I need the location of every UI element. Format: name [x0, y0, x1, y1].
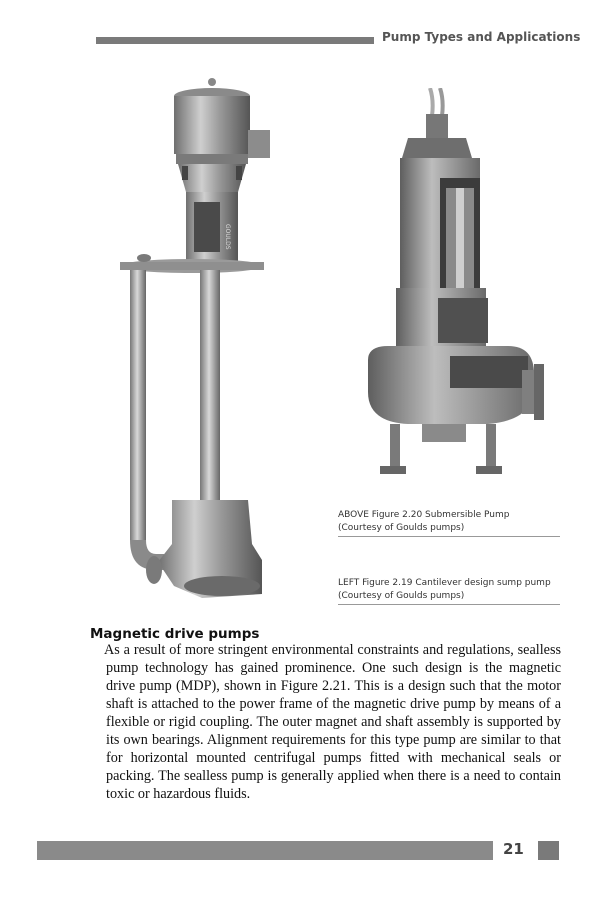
figure-2-20-caption	[338, 509, 560, 537]
figure-2-20-caption-credit: (Courtesy of Goulds pumps)	[338, 523, 465, 533]
figure-2-19-caption-title: LEFT Figure 2.19 Cantilever design sump pump	[338, 578, 551, 588]
submersible-pump-cutaway-illustration	[338, 88, 553, 483]
cantilever-sump-pump-illustration	[112, 74, 272, 604]
figure-2-19-caption-credit: (Courtesy of Goulds pumps)	[338, 591, 465, 601]
footer-rule	[37, 841, 493, 860]
figure-2-20-caption-title: ABOVE Figure 2.20 Submersible Pump	[338, 510, 510, 520]
page-number: 21	[503, 840, 524, 858]
goulds-brand-text: GOULDS	[224, 224, 231, 250]
running-header-title: Pump Types and Applications	[382, 30, 581, 44]
body-paragraph: As a result of more stringent environmental constraints and regulations, sealless pump technology has gained prominence. One such design is the magnetic drive pump (MDP), shown in Figure 2.21. This is a design such that the motor shaft is attached to the power frame of the magnetic drive pump by means of a flexible or rigid coupling. The outer magnet and shaft assembly is supported by its own bearings. Alignment requirements for this type pump are similar to that for horizontal mounted centrifugal pumps fitted with mechanical seals or packing. The sealless pump is generally applied when there is a need to contain toxic or hazardous fluids.	[104, 642, 561, 802]
figure-2-19-caption	[338, 577, 560, 605]
section-heading: Magnetic drive pumps	[90, 626, 260, 642]
footer-square	[538, 841, 559, 860]
header-rule	[96, 37, 374, 44]
